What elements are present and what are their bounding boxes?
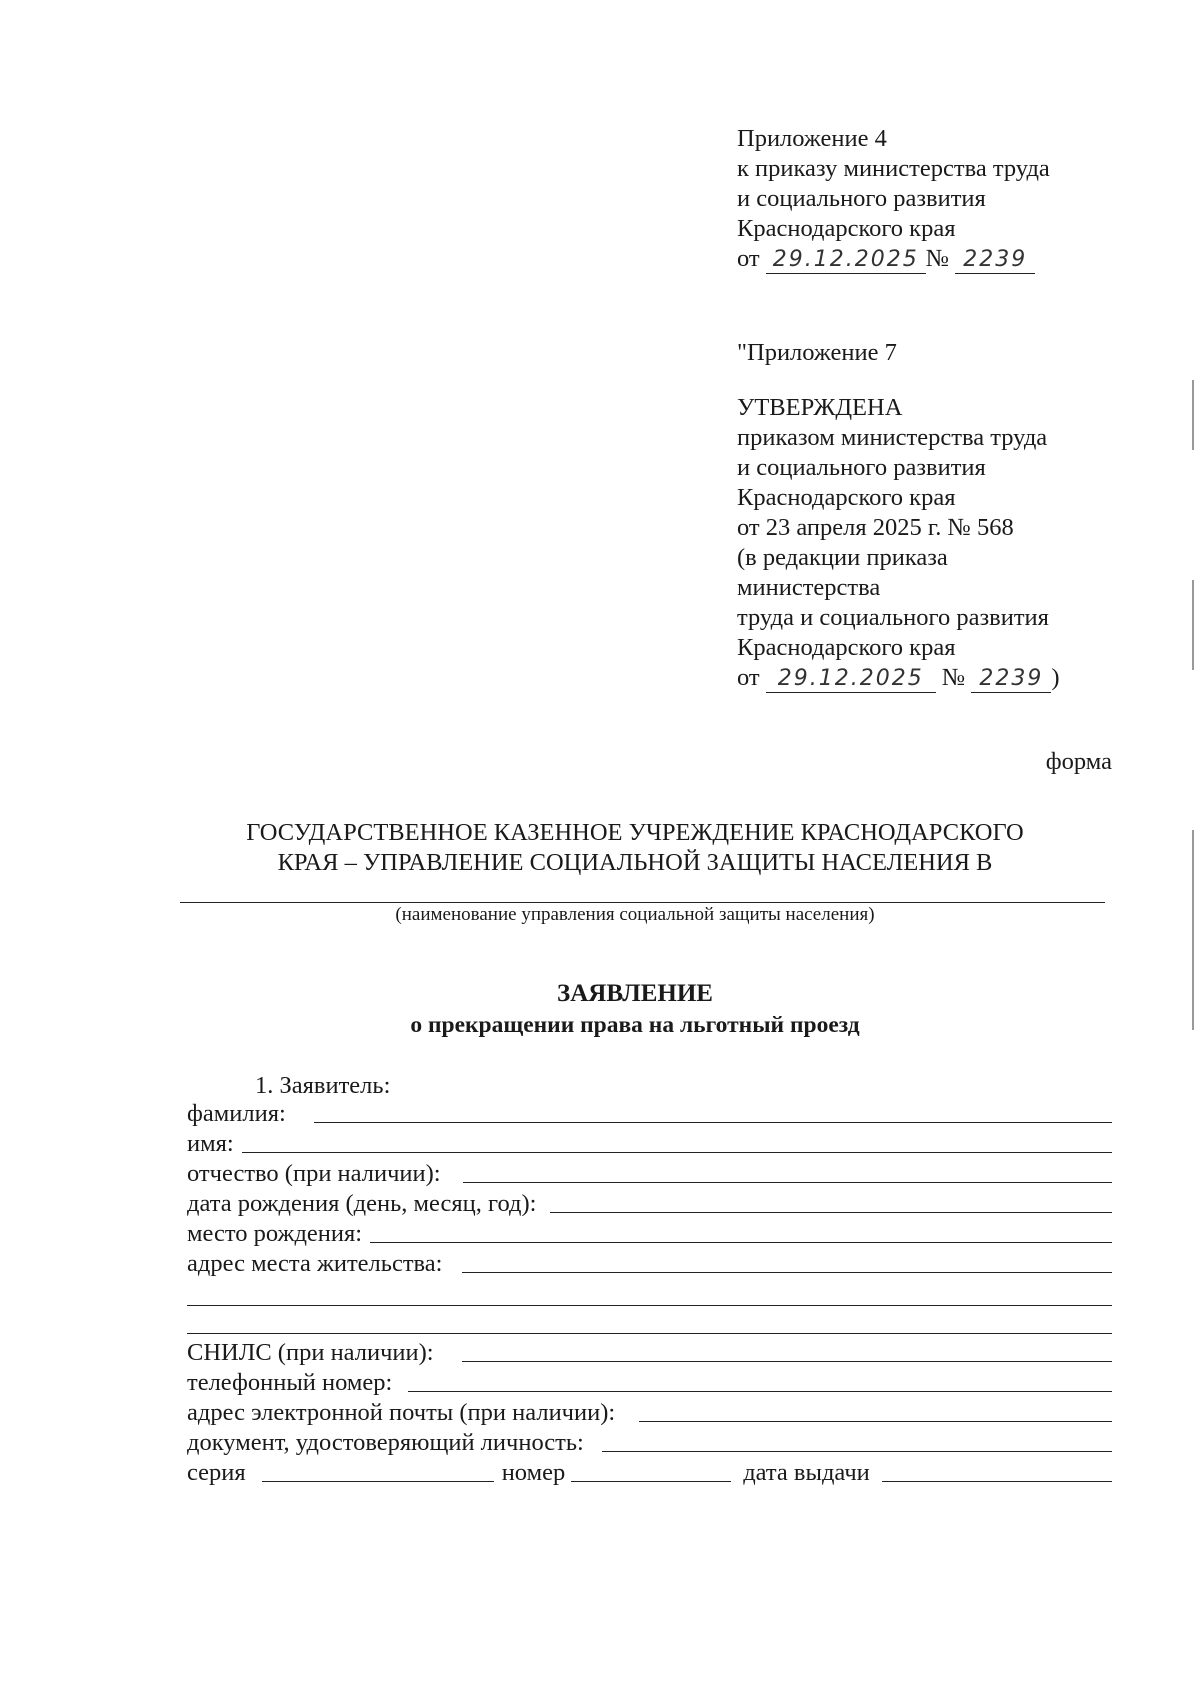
organization-line: КРАЯ – УПРАВЛЕНИЕ СОЦИАЛЬНОЙ ЗАЩИТЫ НАСЕЛЕНИЯ В — [277, 849, 993, 876]
surname-label: фамилия: — [187, 1100, 286, 1127]
approved-number-sign: № — [941, 664, 966, 691]
annex-header — [737, 124, 1050, 274]
patronymic-label: отчество (при наличии): — [187, 1160, 441, 1187]
annex-handwritten-number: 2239 — [955, 247, 1035, 274]
approved-line: от 23 апреля 2025 г. № 568 — [737, 514, 1014, 541]
approved-line: и социального развития — [737, 454, 986, 481]
id-document-label: документ, удостоверяющий личность: — [187, 1429, 584, 1456]
annex-line: и социального развития — [737, 185, 986, 212]
document-subtitle: о прекращении права на льготный проезд — [410, 1012, 860, 1038]
id-document-field[interactable] — [187, 1427, 1112, 1457]
patronymic-field[interactable] — [187, 1158, 1112, 1188]
approved-line: министерства — [737, 574, 881, 601]
issue-date-label: дата выдачи — [743, 1459, 870, 1486]
organization-name — [160, 818, 1110, 878]
annex-line: Краснодарского края — [737, 215, 956, 242]
scan-edge-mark — [1192, 830, 1194, 1030]
address-input-line[interactable] — [462, 1272, 1112, 1273]
approved-block — [737, 393, 1060, 693]
approved-line: (в редакции приказа — [737, 544, 948, 571]
annex-date-line — [737, 244, 1050, 274]
approved-line: труда и социального развития — [737, 604, 1049, 631]
quote-annex-text: "Приложение 7 — [737, 339, 897, 366]
birth-place-input-line[interactable] — [370, 1242, 1112, 1243]
number-input-line[interactable] — [571, 1480, 731, 1482]
surname-input-line[interactable] — [314, 1122, 1112, 1123]
id-details-row — [187, 1457, 1112, 1487]
approved-line: Краснодарского края — [737, 484, 956, 511]
phone-field[interactable] — [187, 1367, 1112, 1397]
patronymic-input-line[interactable] — [463, 1182, 1112, 1183]
name-label: имя: — [187, 1130, 234, 1157]
approved-close-paren: ) — [1051, 664, 1060, 691]
address-label: адрес места жительства: — [187, 1250, 443, 1277]
phone-input-line[interactable] — [408, 1391, 1112, 1392]
approved-title: УТВЕРЖДЕНА — [737, 394, 903, 421]
annex-line: к приказу министерства труда — [737, 155, 1050, 182]
annex-handwritten-date: 29.12.2025 — [766, 247, 926, 274]
birth-place-field[interactable] — [187, 1218, 1112, 1248]
approved-date-line — [737, 663, 1060, 693]
approved-line: Краснодарского края — [737, 634, 956, 661]
applicant-heading: 1. Заявитель: — [255, 1072, 391, 1099]
organization-caption: (наименование управления социальной защиты населения) — [395, 904, 875, 925]
approved-line: приказом министерства труда — [737, 424, 1048, 451]
email-field[interactable] — [187, 1397, 1112, 1427]
organization-underline — [180, 902, 1105, 903]
address-field[interactable] — [187, 1248, 1112, 1278]
annex-line: Приложение 4 — [737, 125, 887, 152]
email-label: адрес электронной почты (при наличии): — [187, 1399, 616, 1426]
name-input-line[interactable] — [242, 1152, 1112, 1153]
scan-edge-mark — [1192, 380, 1194, 450]
email-input-line[interactable] — [639, 1421, 1112, 1422]
organization-line: ГОСУДАРСТВЕННОЕ КАЗЕННОЕ УЧРЕЖДЕНИЕ КРАСНОДАРСКОГО — [246, 819, 1024, 846]
issue-date-input-line[interactable] — [882, 1481, 1112, 1482]
quote-annex — [737, 338, 897, 368]
address-continuation-line[interactable] — [187, 1333, 1112, 1334]
id-document-input-line[interactable] — [602, 1451, 1112, 1452]
name-field[interactable] — [187, 1128, 1112, 1158]
birth-date-input-line[interactable] — [550, 1212, 1112, 1213]
approved-from-prefix: от — [737, 664, 760, 691]
approved-handwritten-date: 29.12.2025 — [766, 666, 936, 693]
series-input-line[interactable] — [262, 1480, 494, 1482]
phone-label: телефонный номер: — [187, 1369, 393, 1396]
annex-number-sign: № — [925, 245, 950, 272]
series-label: серия — [187, 1459, 246, 1486]
birth-date-field[interactable] — [187, 1188, 1112, 1218]
birth-place-label: место рождения: — [187, 1220, 363, 1247]
document-title: ЗАЯВЛЕНИЕ — [557, 980, 713, 1007]
birth-date-label: дата рождения (день, месяц, год): — [187, 1190, 537, 1217]
approved-handwritten-number: 2239 — [971, 666, 1051, 693]
snils-field[interactable] — [187, 1337, 1112, 1367]
address-continuation-line[interactable] — [187, 1305, 1112, 1306]
snils-label: СНИЛС (при наличии): — [187, 1339, 434, 1366]
annex-from-prefix: от — [737, 245, 760, 272]
form-label: форма — [1045, 748, 1112, 775]
number-label: номер — [501, 1459, 566, 1486]
surname-field[interactable] — [187, 1098, 1112, 1128]
snils-input-line[interactable] — [462, 1361, 1112, 1362]
scan-edge-mark — [1192, 580, 1194, 670]
